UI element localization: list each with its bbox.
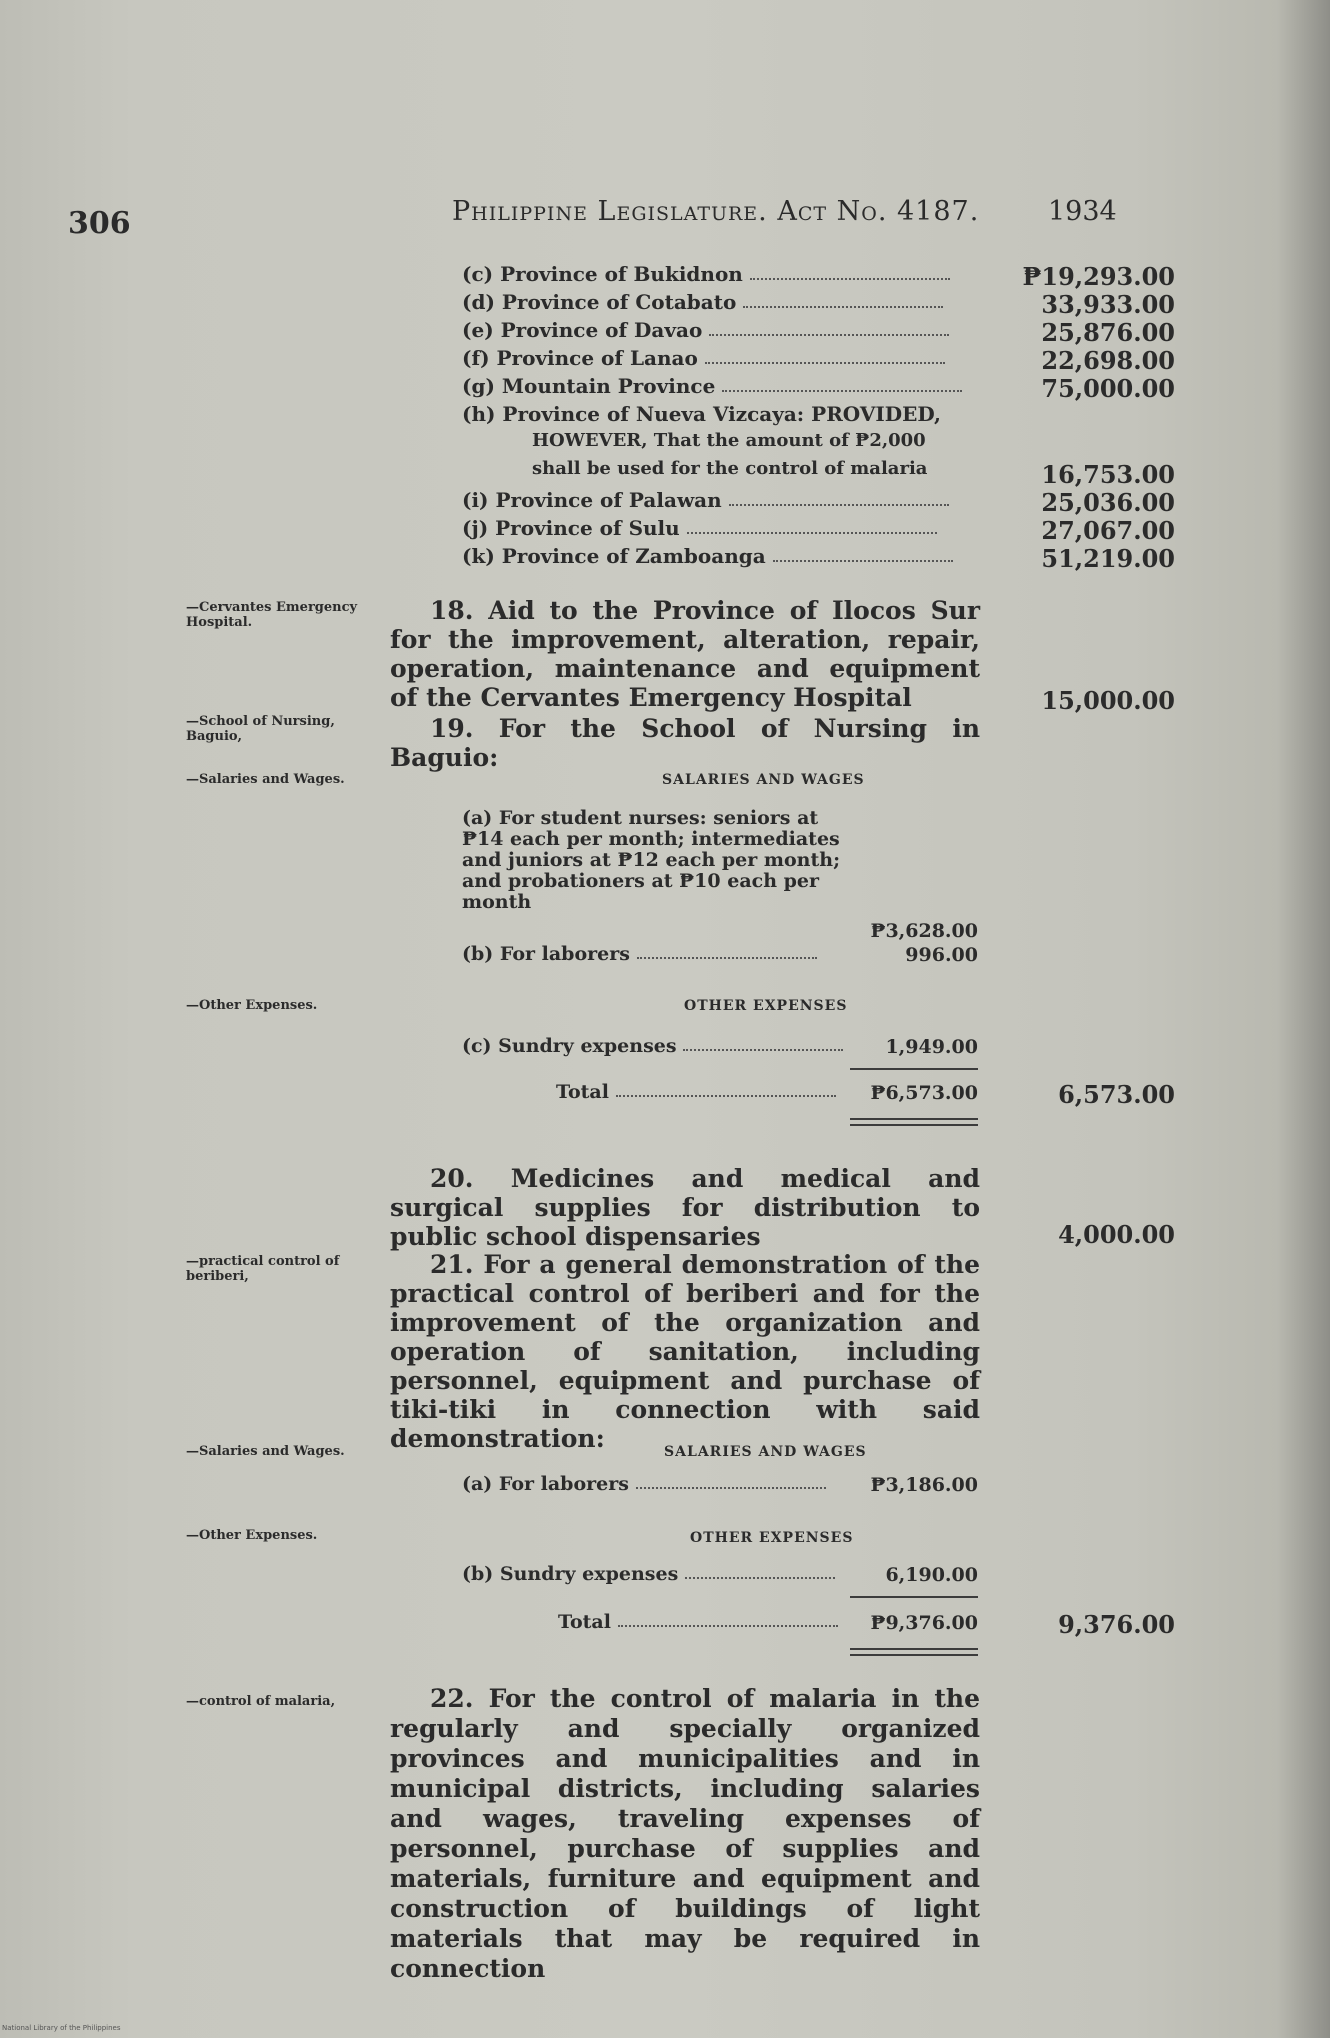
item-19-amount: 6,573.00	[1058, 1080, 1175, 1109]
item-18-amount: 15,000.00	[1041, 686, 1175, 715]
province-amount: 51,219.00	[1041, 544, 1175, 573]
margin-note: —Cervantes Emergency Hospital.	[186, 600, 358, 630]
sum-rule	[850, 1596, 978, 1598]
total-label: Total	[556, 1082, 836, 1103]
item-21-text: 21. For a general demonstration of the practical control of beriberi and for the improvement of the organization and operation of sanitation, including personnel, equipment and purchase of tiki-tiki in connection with said demonstration:	[390, 1250, 980, 1453]
double-rule	[850, 1654, 978, 1656]
province-amount: 25,876.00	[1041, 318, 1175, 347]
province-amount: ₱19,293.00	[1022, 262, 1175, 291]
province-amount: 27,067.00	[1041, 516, 1175, 545]
province-label: (j) Province of Sulu	[462, 516, 937, 540]
line-item-amount: 1,949.00	[885, 1036, 978, 1058]
margin-note: —School of Nursing, Baguio,	[186, 714, 335, 744]
province-label: (e) Province of Davao	[462, 318, 949, 342]
double-rule	[850, 1118, 978, 1120]
province-label: (g) Mountain Province	[462, 374, 962, 398]
line-item-label: (c) Sundry expenses	[462, 1036, 843, 1057]
province-label: (i) Province of Palawan	[462, 488, 949, 512]
library-stamp: National Library of the Philippines	[2, 2024, 121, 2032]
item-22-text: 22. For the control of malaria in the regularly and specially organized provinces and municipalities and in municipal districts, including salaries and wages, traveling expenses of personnel, purchase of supplies and materials, furniture and equipment and construction of buildings of light materials that may be required in connection	[390, 1684, 980, 1983]
item-18-text: 18. Aid to the Province of Ilocos Sur for the improvement, alteration, repair, operation, maintenance and equipment of the Cervantes Emergency Hospital	[390, 596, 980, 712]
total-amount: ₱6,573.00	[870, 1082, 978, 1104]
line-item-label: (b) Sundry expenses	[462, 1564, 835, 1585]
line-item-amount: 996.00	[905, 944, 978, 966]
margin-note: —Salaries and Wages.	[186, 1444, 345, 1459]
line-item-label: (b) For laborers	[462, 944, 817, 965]
province-label: shall be used for the control of malaria	[532, 458, 928, 479]
province-amount: 16,753.00	[1041, 460, 1175, 489]
line-item-amount: 6,190.00	[885, 1564, 978, 1586]
province-amount: 22,698.00	[1041, 346, 1175, 375]
margin-note: —control of malaria,	[186, 1694, 336, 1709]
province-label: HOWEVER, That the amount of ₱2,000	[532, 430, 926, 451]
province-amount: 25,036.00	[1041, 488, 1175, 517]
margin-note: —Salaries and Wages.	[186, 772, 345, 787]
province-amount: 75,000.00	[1041, 374, 1175, 403]
line-item-amount: ₱3,186.00	[870, 1474, 978, 1496]
section-heading: SALARIES AND WAGES	[662, 772, 865, 788]
province-label: (k) Province of Zamboanga	[462, 544, 953, 568]
item-21-amount: 9,376.00	[1058, 1610, 1175, 1639]
line-item-label: (a) For student nurses: seniors at ₱14 each per month; intermediates and juniors at ₱12 each per month; and probationers at ₱10 each per month	[462, 807, 841, 913]
section-heading: SALARIES AND WAGES	[664, 1444, 867, 1460]
section-heading: OTHER EXPENSES	[684, 998, 848, 1014]
province-amount: 33,933.00	[1041, 290, 1175, 319]
province-label: (h) Province of Nueva Vizcaya: PROVIDED,	[462, 402, 941, 426]
line-item-amount: ₱3,628.00	[870, 920, 978, 942]
province-label: (f) Province of Lanao	[462, 346, 945, 370]
province-label: (c) Province of Bukidnon	[462, 262, 950, 286]
year: 1934	[1048, 196, 1117, 227]
margin-note: —practical control of beriberi,	[186, 1254, 340, 1284]
double-rule	[850, 1648, 978, 1650]
item-19-text: 19. For the School of Nursing in Baguio:	[390, 714, 980, 772]
item-20-text: 20. Medicines and medical and surgical supplies for distribution to public school dispensaries	[390, 1164, 980, 1251]
double-rule	[850, 1124, 978, 1126]
total-amount: ₱9,376.00	[870, 1612, 978, 1634]
item-20-amount: 4,000.00	[1058, 1220, 1175, 1249]
sum-rule	[850, 1068, 978, 1070]
margin-note: —Other Expenses.	[186, 998, 318, 1013]
margin-note: —Other Expenses.	[186, 1528, 318, 1543]
total-label: Total	[558, 1612, 838, 1633]
page-number: 306	[68, 206, 131, 241]
section-heading: OTHER EXPENSES	[690, 1530, 854, 1546]
running-head: Philippine Legislature. Act No. 4187.	[452, 196, 980, 227]
province-label: (d) Province of Cotabato	[462, 290, 943, 314]
line-item-label: (a) For laborers	[462, 1474, 826, 1495]
